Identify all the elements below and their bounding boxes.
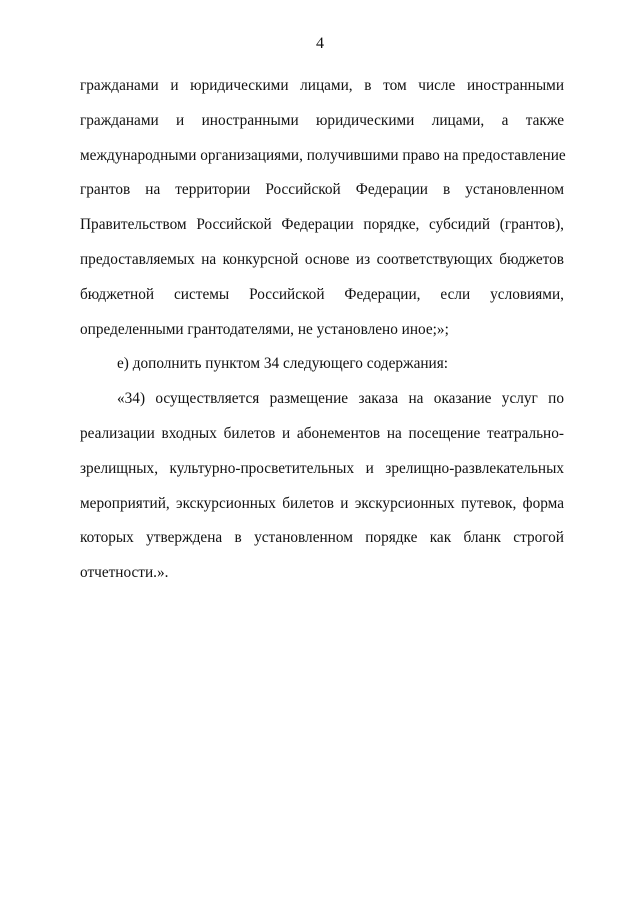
text-line: Правительством Российской Федерации порядке, субсидий (грантов),	[80, 216, 564, 234]
paragraph-amendment-intro	[80, 347, 564, 382]
paragraph-grant-recipients	[80, 69, 564, 347]
text-line: международными организациями, получившими право на предоставление	[80, 146, 566, 164]
paragraph-point-34	[80, 382, 564, 591]
text-line: грантов на территории Российской Федерации в установленном	[80, 181, 564, 199]
text-line: мероприятий, экскурсионных билетов и экскурсионных путевок, форма	[80, 494, 564, 512]
page-number: 4	[316, 35, 324, 52]
text-line: определенными грантодателями, не установлено иное;»;	[80, 320, 449, 338]
text-line: реализации входных билетов и абонементов на посещение театрально-	[80, 424, 564, 442]
text-line: е) дополнить пунктом 34 следующего содержания:	[117, 355, 449, 373]
text-line: отчетности.».	[80, 564, 169, 582]
text-line: бюджетной системы Российской Федерации, если условиями,	[80, 285, 564, 303]
document-body	[80, 69, 564, 591]
text-line: гражданами и иностранными юридическими лицами, а также	[80, 111, 564, 129]
text-line: гражданами и юридическими лицами, в том числе иностранными	[80, 77, 564, 94]
text-line: предоставляемых на конкурсной основе из соответствующих бюджетов	[80, 250, 564, 268]
text-line: которых утверждена в установленном порядке как бланк строгой	[80, 529, 564, 547]
text-line: зрелищных, культурно-просветительных и зрелищно-развлекательных	[80, 459, 564, 477]
text-line: «34) осуществляется размещение заказа на оказание услуг по	[117, 390, 564, 408]
